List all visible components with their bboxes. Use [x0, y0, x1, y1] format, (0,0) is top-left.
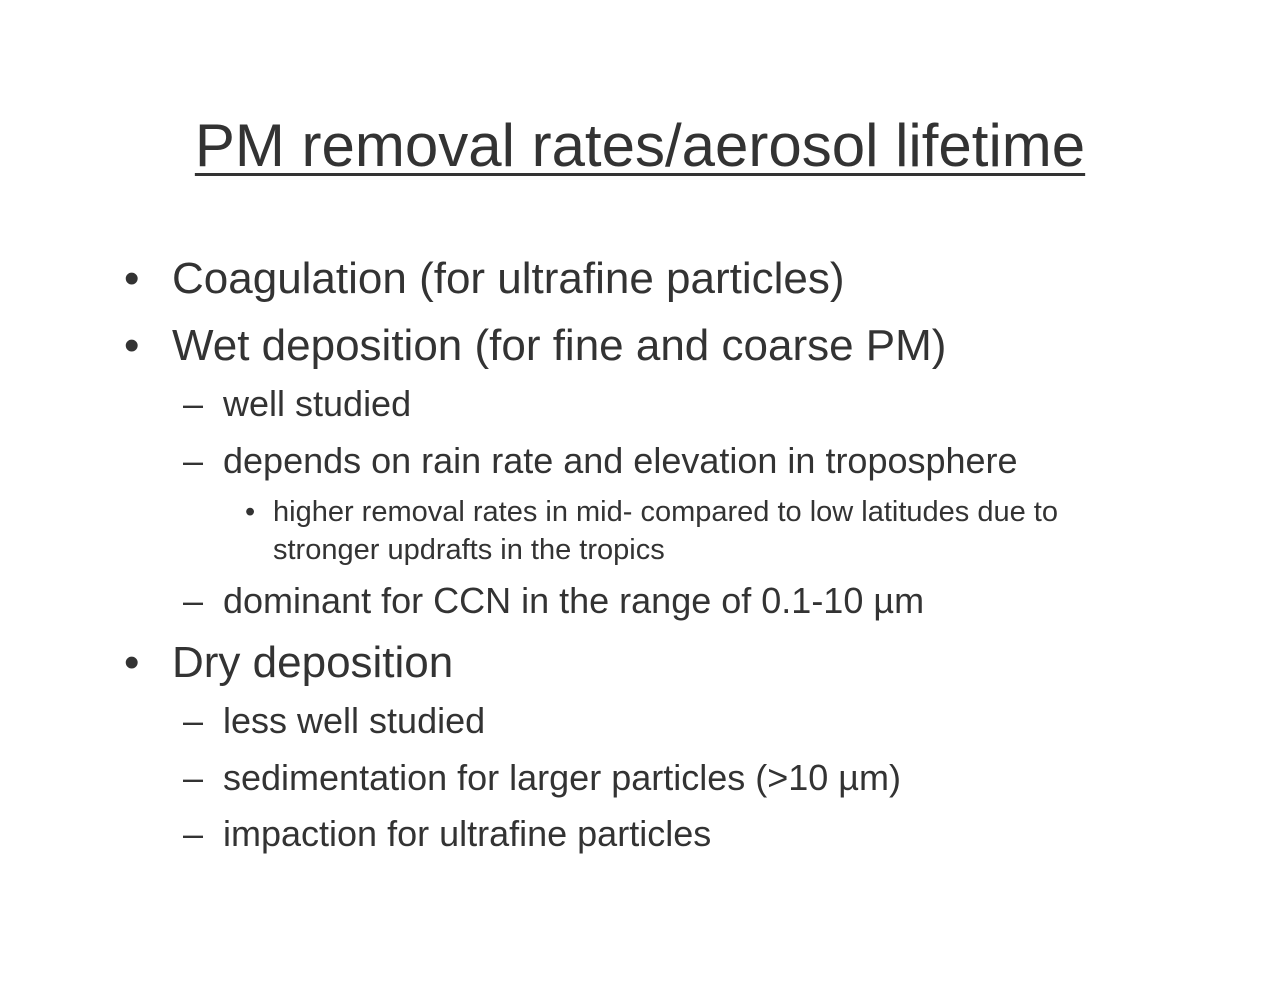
sub-item-text: dominant for CCN in the range of 0.1-10 µm	[223, 580, 925, 621]
sub-item-impaction	[183, 811, 712, 857]
dash-marker: –	[183, 700, 204, 741]
sub-item-depends-on-rain-rate	[183, 438, 1018, 484]
bullet-text: Wet deposition (for fine and coarse PM)	[172, 321, 947, 370]
bullet-text: Coagulation (for ultrafine particles)	[172, 254, 845, 303]
bullet-item-coagulation	[124, 251, 845, 307]
dash-marker: –	[183, 440, 204, 481]
bullet-text: Dry deposition	[172, 638, 454, 687]
dash-marker: –	[183, 580, 204, 621]
sub-item-text: depends on rain rate and elevation in troposphere	[223, 440, 1018, 481]
bullet-marker: •	[124, 638, 140, 687]
bullet-item-dry-deposition	[124, 635, 454, 691]
sub-item-text: less well studied	[223, 700, 486, 741]
sub-sub-item-higher-removal-rates	[245, 493, 1058, 531]
sub-item-dominant-for-ccn	[183, 578, 925, 624]
bullet-marker: •	[124, 321, 140, 370]
sub-item-text: sedimentation for larger particles (>10 µm)	[223, 757, 902, 798]
slide-title-text: PM removal rates/aerosol lifetime	[194, 112, 1086, 179]
bullet-marker: •	[124, 254, 140, 303]
slide-title	[0, 108, 1280, 184]
bullet-marker: •	[245, 496, 256, 528]
sub-sub-item-continuation	[273, 531, 665, 569]
bullet-item-wet-deposition	[124, 318, 947, 374]
sub-sub-item-continuation-text: stronger updrafts in the tropics	[273, 534, 665, 566]
sub-sub-item-text: higher removal rates in mid- compared to low latitudes due to	[273, 496, 1058, 528]
sub-item-text: well studied	[223, 383, 412, 424]
sub-item-text: impaction for ultrafine particles	[223, 813, 712, 854]
sub-item-sedimentation	[183, 755, 902, 801]
dash-marker: –	[183, 757, 204, 798]
sub-item-less-well-studied	[183, 698, 486, 744]
dash-marker: –	[183, 383, 204, 424]
dash-marker: –	[183, 813, 204, 854]
sub-item-well-studied	[183, 381, 412, 427]
